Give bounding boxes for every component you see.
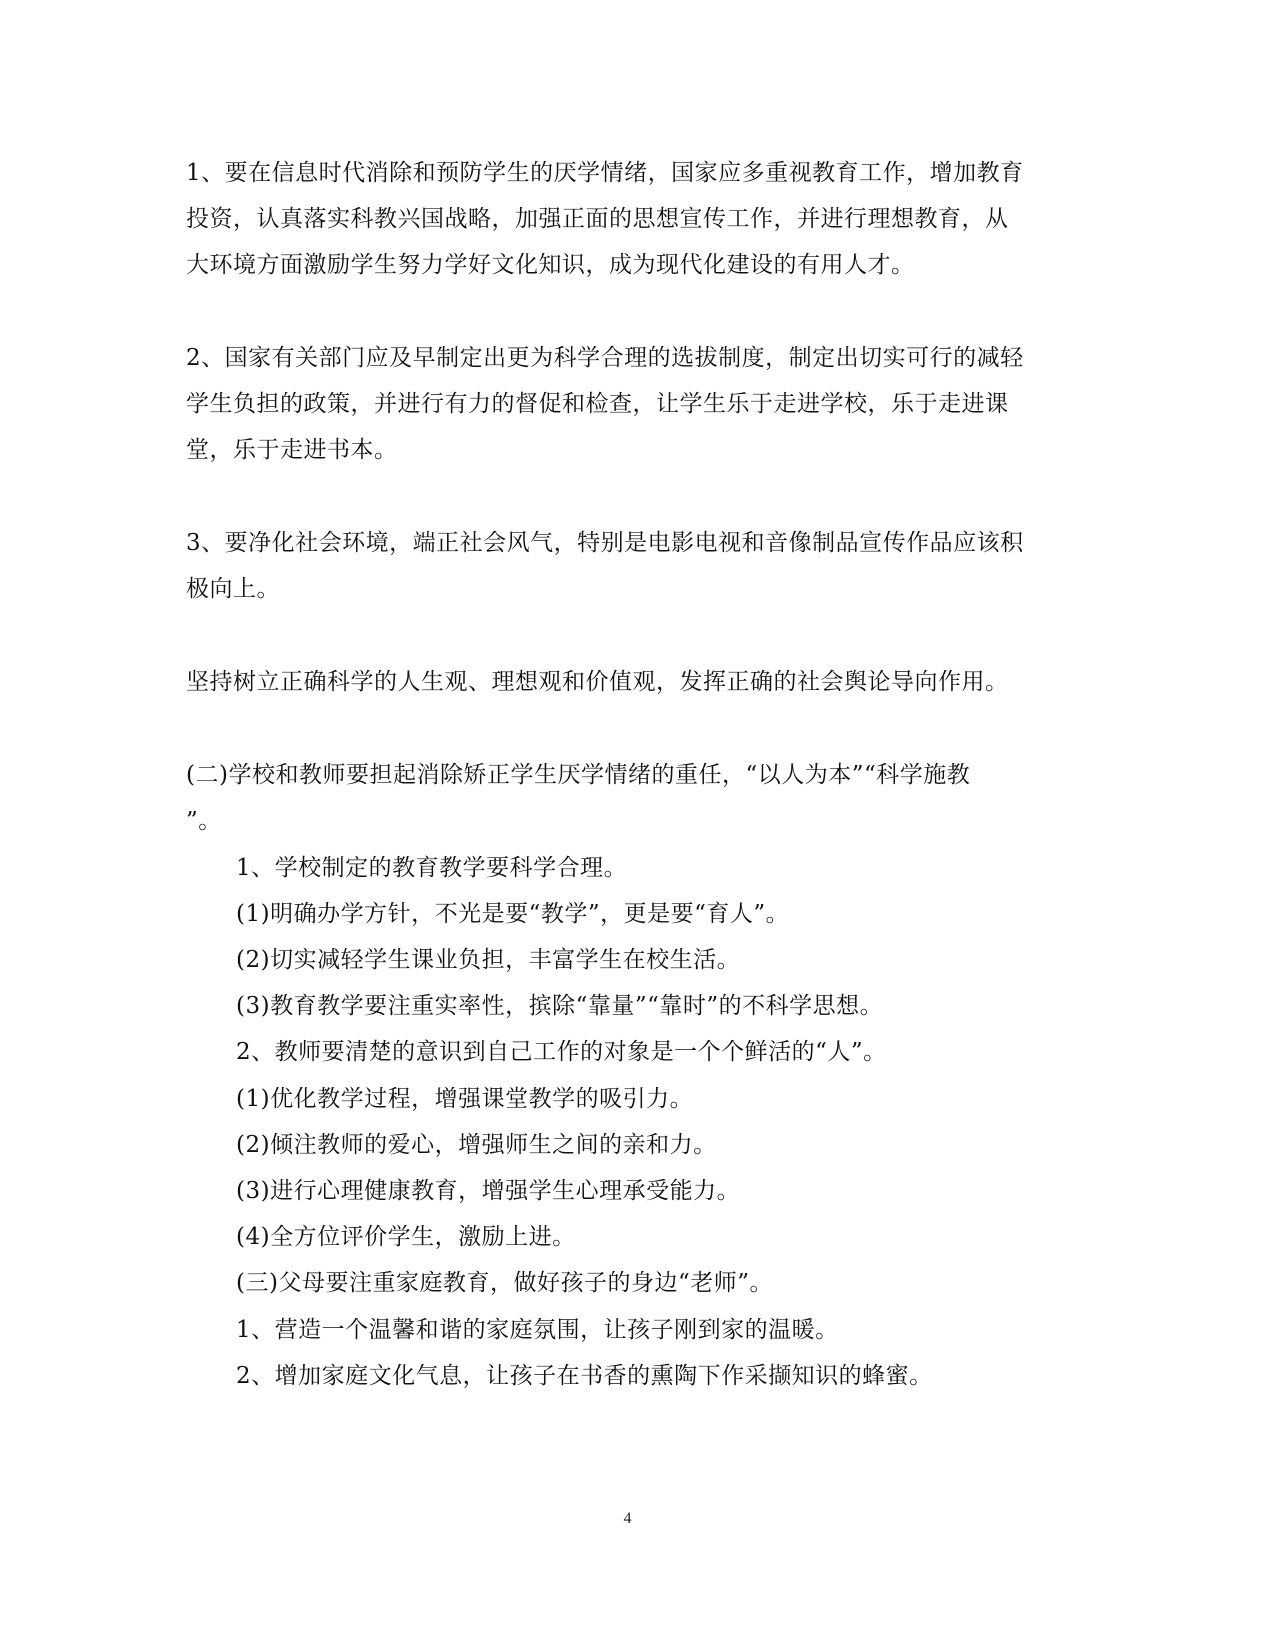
paragraph-2-line-3: 堂，乐于走进书本。 xyxy=(186,437,398,463)
list-item: 2、教师要清楚的意识到自己工作的对象是一个个鲜活的“人”。 xyxy=(236,1039,887,1065)
section-2-heading-line-2: ”。 xyxy=(186,808,222,834)
list-item: (2)倾注教师的爱心，增强师生之间的亲和力。 xyxy=(236,1132,717,1158)
paragraph-4-line-1: 坚持树立正确科学的人生观、理想观和价值观，发挥正确的社会舆论导向作用。 xyxy=(186,669,1009,695)
list-item: 1、学校制定的教育教学要科学合理。 xyxy=(236,855,628,881)
list-item: (4)全方位评价学生，激励上进。 xyxy=(236,1224,576,1250)
paragraph-1-line-1: 1、要在信息时代消除和预防学生的厌学情绪，国家应多重视教育工作，增加教育 xyxy=(186,160,1024,186)
section-2-heading-line-1: (二)学校和教师要担起消除矫正学生厌学情绪的重任，“以人为本”“科学施教 xyxy=(186,762,971,788)
list-item: (3)进行心理健康教育，增强学生心理承受能力。 xyxy=(236,1178,741,1204)
list-item: (2)切实减轻学生课业负担，丰富学生在校生活。 xyxy=(236,947,741,973)
list-item: 2、增加家庭文化气息，让孩子在书香的熏陶下作采撷知识的蜂蜜。 xyxy=(236,1363,933,1389)
section-3-heading: (三)父母要注重家庭教育，做好孩子的身边“老师”。 xyxy=(236,1270,773,1296)
paragraph-3-line-2: 极向上。 xyxy=(186,576,280,602)
list-item: (1)明确办学方针，不光是要“教学”，更是要“育人”。 xyxy=(236,901,790,927)
list-item: 1、营造一个温馨和谐的家庭氛围，让孩子刚到家的温暖。 xyxy=(236,1317,839,1343)
paragraph-2-line-2: 学生负担的政策，并进行有力的督促和检查，让学生乐于走进学校，乐于走进课 xyxy=(186,391,1009,417)
page-number: 4 xyxy=(623,1510,632,1527)
list-item: (3)教育教学要注重实率性，摈除“靠量”“靠时”的不科学思想。 xyxy=(236,993,884,1019)
paragraph-3-line-1: 3、要净化社会环境，端正社会风气，特别是电影电视和音像制品宣传作品应该积 xyxy=(186,530,1024,556)
list-item: (1)优化教学过程，增强课堂教学的吸引力。 xyxy=(236,1086,694,1112)
paragraph-1-line-2: 投资，认真落实科教兴国战略，加强正面的思想宣传工作，并进行理想教育，从 xyxy=(186,206,1009,232)
paragraph-1-line-3: 大环境方面激励学生努力学好文化知识，成为现代化建设的有用人才。 xyxy=(186,252,915,278)
paragraph-2-line-1: 2、国家有关部门应及早制定出更为科学合理的选拔制度，制定出切实可行的减轻 xyxy=(186,345,1024,371)
